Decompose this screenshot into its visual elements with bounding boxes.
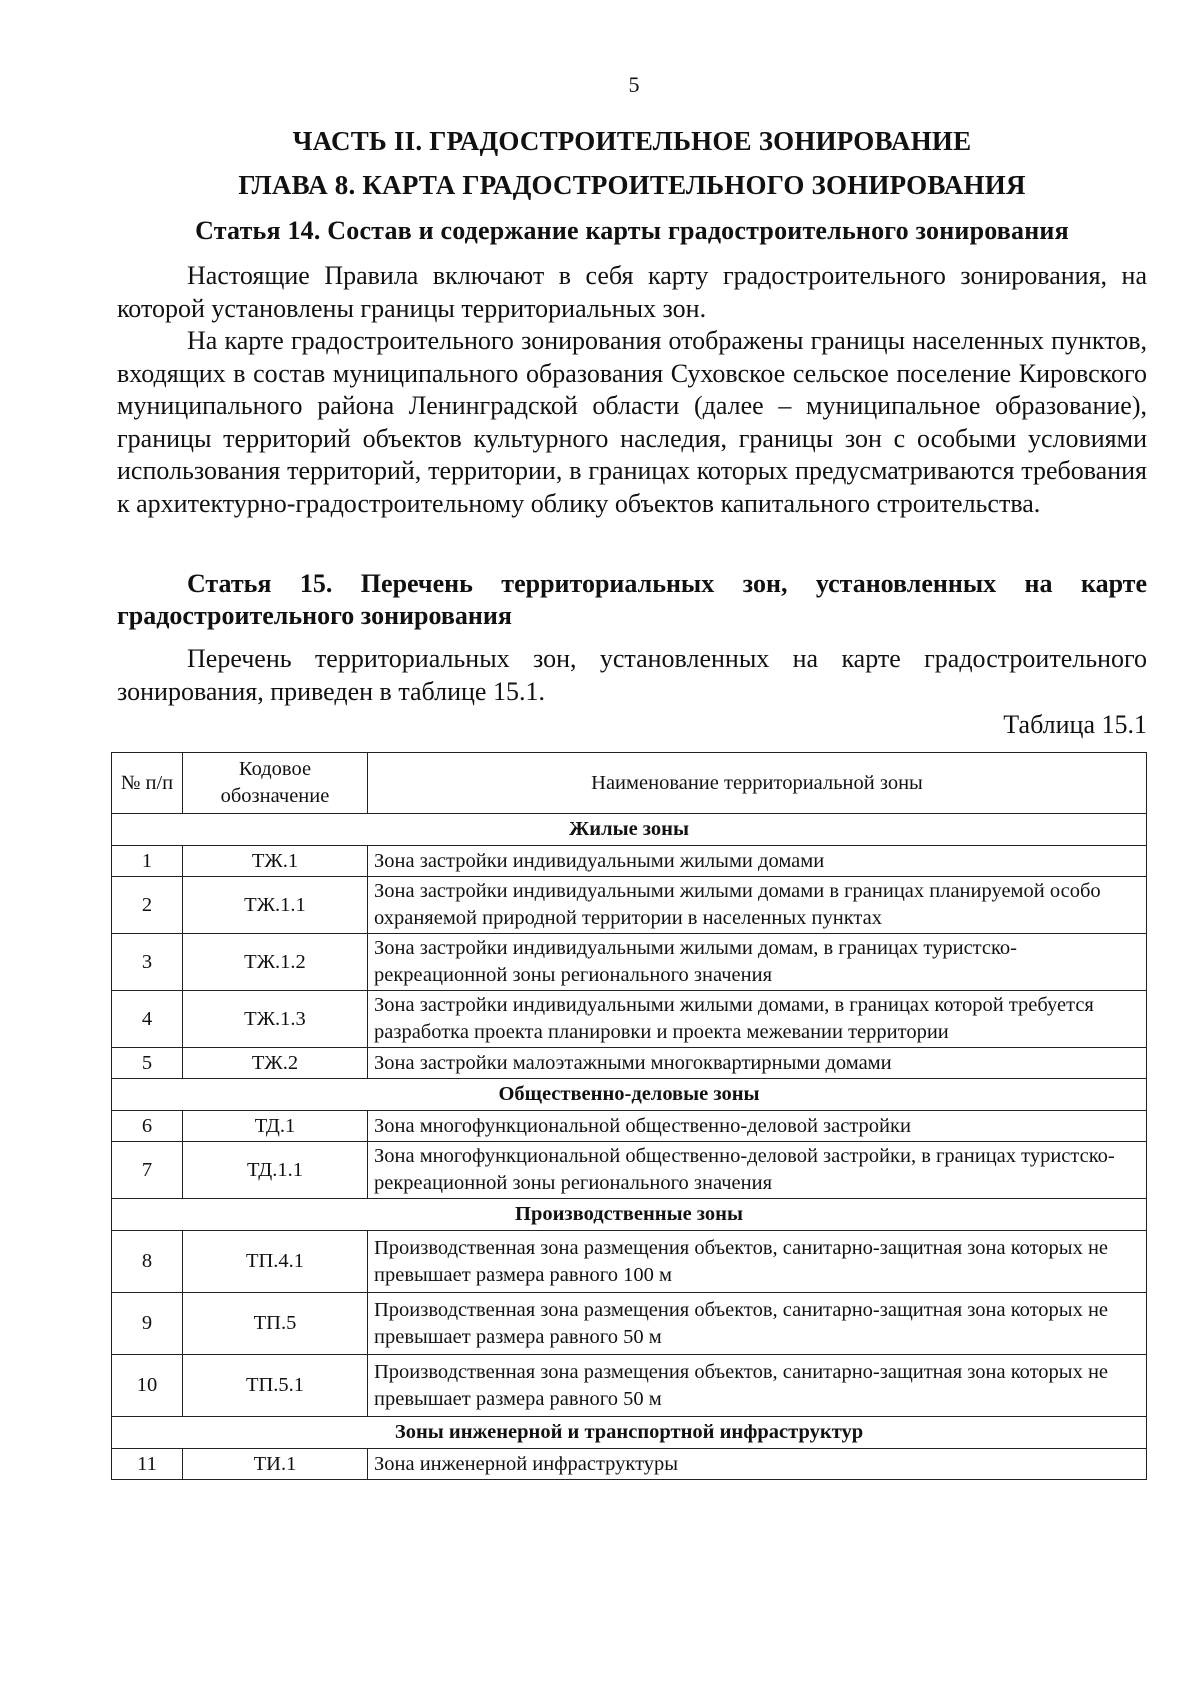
header-code: Кодовое обозначение <box>183 753 368 814</box>
row-num: 4 <box>112 991 183 1048</box>
row-num: 7 <box>112 1142 183 1199</box>
row-num: 3 <box>112 934 183 991</box>
row-code: ТП.5.1 <box>183 1355 368 1417</box>
row-num: 9 <box>112 1293 183 1355</box>
paragraph-rules-include-map: Настоящие Правила включают в себя карту градостроительного зонирования, на которой установлены границы территориальных зон. <box>117 261 1147 323</box>
row-code: ТД.1 <box>183 1111 368 1142</box>
group-title: Производственные зоны <box>112 1199 1147 1231</box>
table-row <box>112 877 1147 934</box>
table-row <box>112 1293 1147 1355</box>
table-row <box>112 1048 1147 1079</box>
table-header-row <box>112 753 1147 814</box>
row-name: Зона инженерной инфраструктуры <box>368 1449 1147 1480</box>
row-code: ТП.5 <box>183 1293 368 1355</box>
zones-table <box>111 752 1147 1480</box>
group-title: Общественно-деловые зоны <box>112 1079 1147 1111</box>
table-group-row <box>112 1417 1147 1449</box>
header-name: Наименование территориальной зоны <box>368 753 1147 814</box>
table-row <box>112 846 1147 877</box>
chapter-heading: ГЛАВА 8. КАРТА ГРАДОСТРОИТЕЛЬНОГО ЗОНИРОВАНИЯ <box>238 170 1026 200</box>
row-name: Зона застройки индивидуальными жилыми домами <box>368 846 1147 877</box>
header-num: № п/п <box>112 753 183 814</box>
row-code: ТИ.1 <box>183 1449 368 1480</box>
table-row <box>112 991 1147 1048</box>
row-code: ТЖ.2 <box>183 1048 368 1079</box>
table-row <box>112 1449 1147 1480</box>
row-name: Зона застройки индивидуальными жилыми домам, в границах туристско-рекреационной зоны регионального значения <box>368 934 1147 991</box>
row-name: Зона многофункциональной общественно-деловой застройки <box>368 1111 1147 1142</box>
row-num: 8 <box>112 1231 183 1293</box>
table-row <box>112 934 1147 991</box>
row-num: 5 <box>112 1048 183 1079</box>
row-code: ТЖ.1.3 <box>183 991 368 1048</box>
row-code: ТД.1.1 <box>183 1142 368 1199</box>
row-name: Зона застройки индивидуальными жилыми домами, в границах которой требуется разработка проекта планировки и проекта межевании территории <box>368 991 1147 1048</box>
row-num: 6 <box>112 1111 183 1142</box>
group-title: Жилые зоны <box>112 814 1147 846</box>
row-code: ТЖ.1 <box>183 846 368 877</box>
table-group-row <box>112 1079 1147 1111</box>
group-title: Зоны инженерной и транспортной инфраструктур <box>112 1417 1147 1449</box>
row-num: 10 <box>112 1355 183 1417</box>
row-name: Производственная зона размещения объектов, санитарно-защитная зона которых не превышает размера равного 50 м <box>368 1293 1147 1355</box>
row-code: ТЖ.1.2 <box>183 934 368 991</box>
row-name: Зона застройки индивидуальными жилыми домами в границах планируемой особо охраняемой природной территории в населенных пунктах <box>368 877 1147 934</box>
article-15-heading: Статья 15. Перечень территориальных зон, установленных на карте градостроительного зонирования <box>117 569 1147 630</box>
table-group-row <box>112 1199 1147 1231</box>
row-num: 2 <box>112 877 183 934</box>
row-num: 1 <box>112 846 183 877</box>
table-group-row <box>112 814 1147 846</box>
paragraph-map-contents: На карте градостроительного зонирования отображены границы населенных пунктов, входящих в состав муниципального образования Суховское сельское поселение Кировского муниципального района Ленинградской области (далее – муниципальное образование), границы территорий объектов культурного наследия, границы зон с особыми условиями использования территорий, территории, в границах которых предусматриваются требования к архитектурно-градостроительному облику объектов капитального строительства. <box>117 326 1147 518</box>
table-caption: Таблица 15.1 <box>1003 710 1147 739</box>
paragraph-zone-list-intro: Перечень территориальных зон, установленных на карте градостроительного зонирования, приведен в таблице 15.1. <box>117 644 1147 706</box>
article-14-heading: Статья 14. Состав и содержание карты градостроительного зонирования <box>195 216 1069 245</box>
table-row <box>112 1231 1147 1293</box>
page-number: 5 <box>628 72 640 97</box>
row-name: Зона застройки малоэтажными многоквартирными домами <box>368 1048 1147 1079</box>
table-row <box>112 1111 1147 1142</box>
row-code: ТЖ.1.1 <box>183 877 368 934</box>
row-name: Производственная зона размещения объектов, санитарно-защитная зона которых не превышает размера равного 50 м <box>368 1355 1147 1417</box>
table-row <box>112 1142 1147 1199</box>
row-name: Зона многофункциональной общественно-деловой застройки, в границах туристско-рекреационной зоны регионального значения <box>368 1142 1147 1199</box>
row-code: ТП.4.1 <box>183 1231 368 1293</box>
table-row <box>112 1355 1147 1417</box>
row-num: 11 <box>112 1449 183 1480</box>
row-name: Производственная зона размещения объектов, санитарно-защитная зона которых не превышает размера равного 100 м <box>368 1231 1147 1293</box>
part-heading: ЧАСТЬ II. ГРАДОСТРОИТЕЛЬНОЕ ЗОНИРОВАНИЕ <box>292 126 972 156</box>
